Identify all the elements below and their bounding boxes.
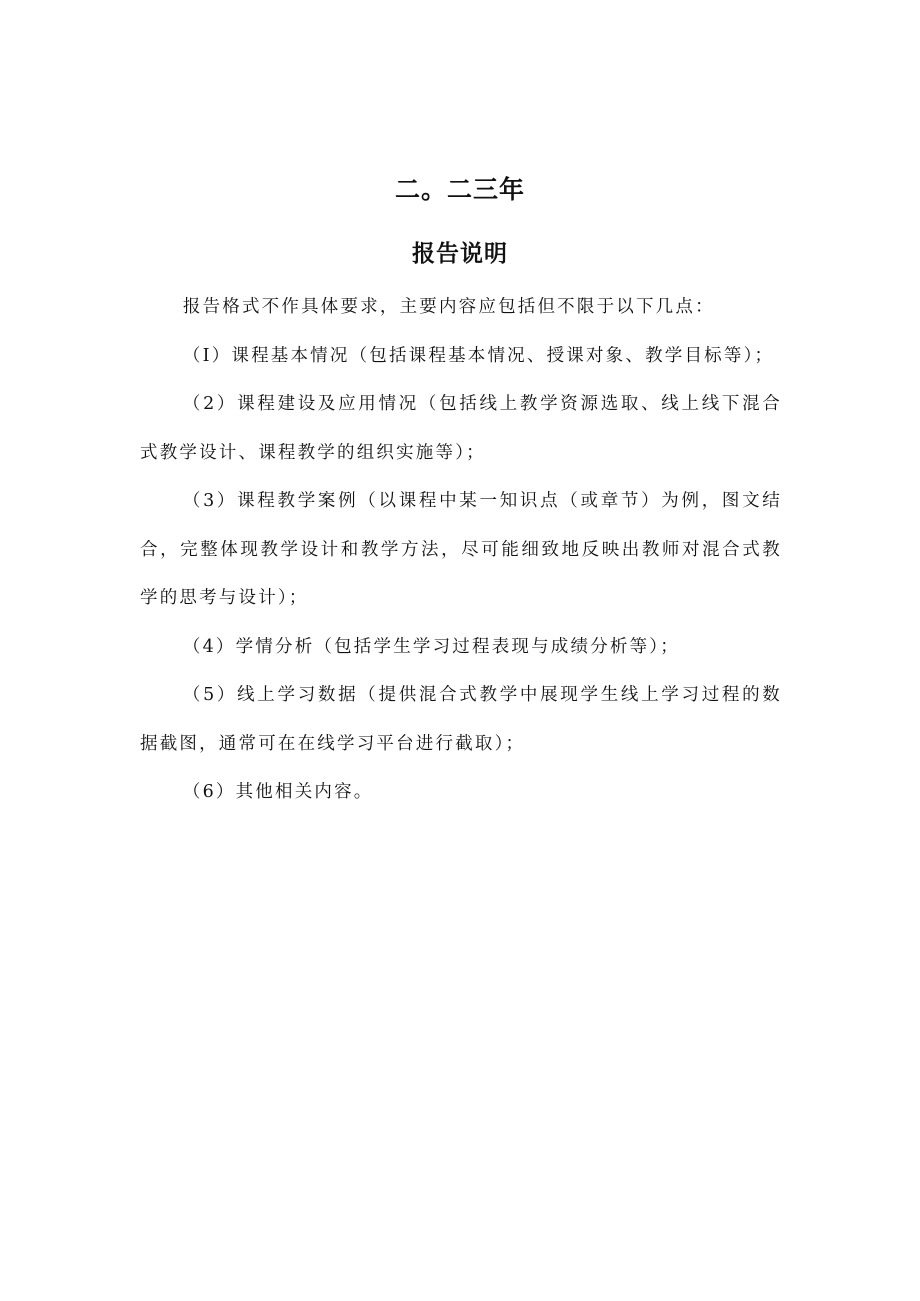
item-6-other-content: （6）其他相关内容。: [182, 782, 374, 802]
item-4-learning-analysis: （4）学情分析（包括学生学习过程表现与成绩分析等）；: [182, 636, 680, 657]
item-5-online-data: （5）线上学习数据（提供混合式教学中展现学生线上学习过程的数据截图，通常可在在线学习平台进行截取）；: [140, 685, 782, 754]
report-body: [140, 283, 782, 817]
intro-paragraph: 报告格式不作具体要求，主要内容应包括但不限于以下几点：: [182, 297, 715, 317]
report-title: 报告说明: [412, 240, 508, 267]
item-2-course-construction: （2）课程建设及应用情况（包括线上教学资源选取、线上线下混合式教学设计、课程教学的组织实施等）；: [140, 394, 782, 463]
year-title: 二。二三年: [394, 175, 525, 204]
item-3-teaching-case: （3）课程教学案例（以课程中某一知识点（或章节）为例，图文结合，完整体现教学设计和教学方法，尽可能细致地反映出教师对混合式教学的思考与设计）；: [140, 491, 782, 608]
item-1-course-basics: （I）课程基本情况（包括课程基本情况、授课对象、教学目标等）；: [182, 345, 775, 366]
